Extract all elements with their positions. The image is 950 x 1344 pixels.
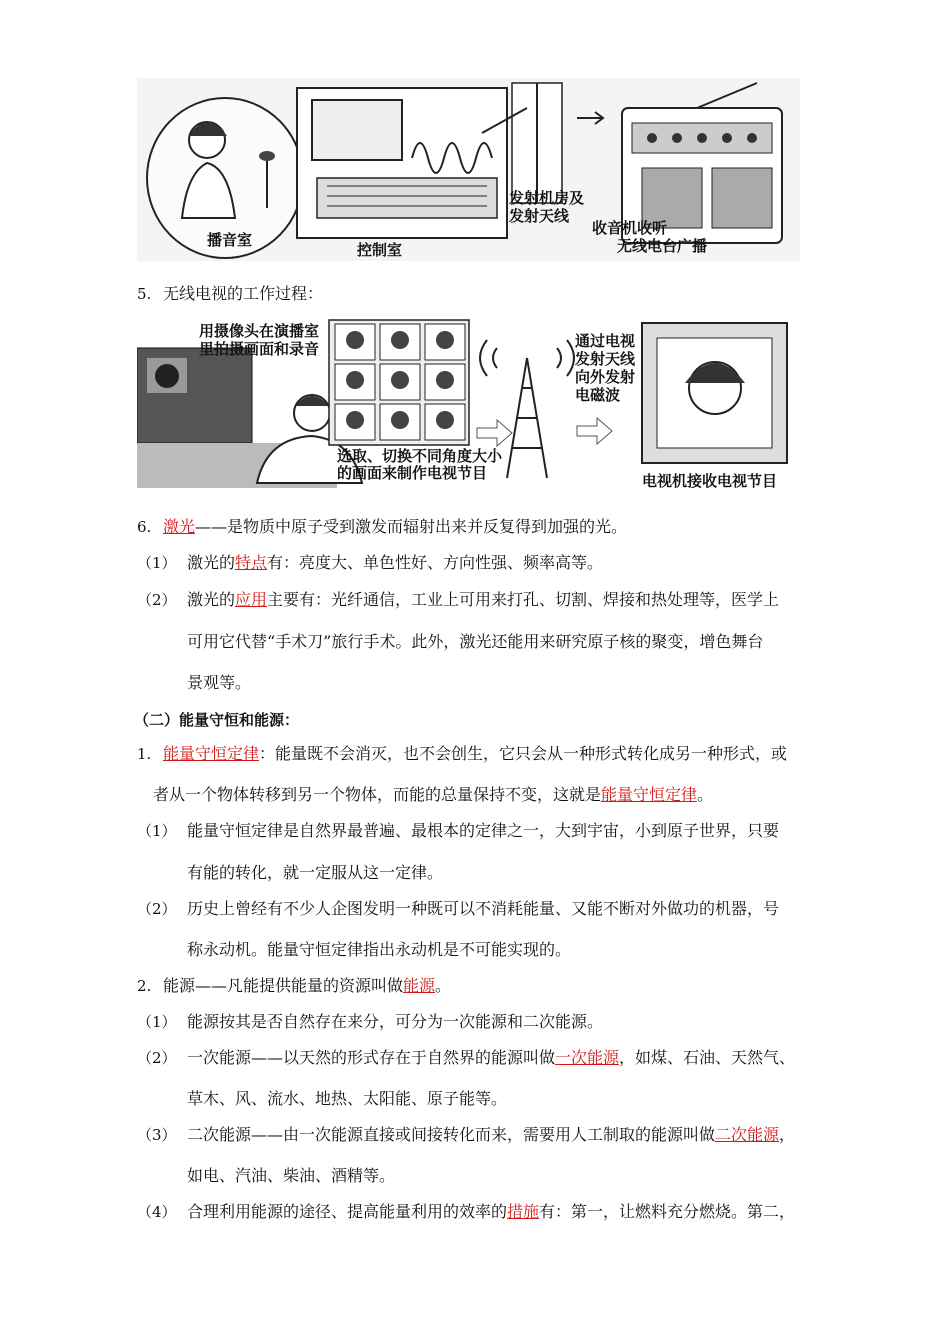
caption-antenna-3: 向外发射 (575, 368, 636, 386)
caption-tv-receive: 电视机接收电视节目 (642, 472, 778, 490)
sec6-p2-line1: 激光的应用主要有：光纤通信，工业上可用来打孔、切割、焊接和热处理等，医学上 (187, 590, 780, 609)
energy2-number: 2. (137, 977, 152, 995)
sec6-definition: 激光——是物质中原子受到激发而辐射出来并反复得到加强的光。 (163, 517, 628, 536)
caption-antenna-4: 电磁波 (575, 386, 621, 404)
caption-control-room: 控制室 (357, 241, 403, 259)
caption-transmitter-1: 发射机房及 (509, 189, 585, 207)
sec6-p1-number: （1） (137, 554, 177, 572)
energy2-p3-line1: 二次能源——由一次能源直接或间接转化而来，需要用人工制取的能源叫做二次能源， (187, 1125, 796, 1144)
energy1-p1-line1: 能量守恒定律是自然界最普遍、最根本的定律之一，大到宇宙，小到原子世界，只要 (187, 821, 780, 840)
caption-camera-2: 里拍摄画面和录音 (199, 340, 320, 358)
energy1-p1-number: （1） (137, 822, 177, 840)
energy1-line2: 者从一个物体转移到另一个物体，而能的总量保持不变，这就是能量守恒定律。 (153, 785, 714, 804)
energy1-p2-line2: 称永动机。能量守恒定律指出永动机是不可能实现的。 (187, 940, 572, 959)
energy2-p2-number: （2） (137, 1049, 177, 1067)
term-primary-energy: 一次能源 (555, 1048, 620, 1067)
energy1-line1: 能量守恒定律：能量既不会消灭，也不会创生，它只会从一种形式转化成另一种形式，或 (163, 744, 788, 763)
energy2-definition: 能源——凡能提供能量的资源叫做能源。 (163, 976, 452, 995)
energy1-number: 1. (137, 745, 152, 763)
energy2-p1-number: （1） (137, 1013, 177, 1031)
term-conservation-law-2: 能量守恒定律 (601, 785, 698, 804)
energy2-p1: 能源按其是否自然存在来分，可分为一次能源和二次能源。 (187, 1012, 604, 1031)
energy2-p4: 合理利用能源的途径、提高能量利用的效率的措施有：第一，让燃料充分燃烧。第二， (187, 1202, 796, 1221)
caption-radio-1: 收音机收听 (592, 219, 668, 237)
caption-radio-2: 无线电台广播 (617, 237, 708, 255)
sec6-p1: 激光的特点有：亮度大、单色性好、方向性强、频率高等。 (187, 553, 604, 572)
term-secondary-energy: 二次能源 (715, 1125, 780, 1144)
energy2-p3-number: （3） (137, 1126, 177, 1144)
term-laser: 激光 (163, 517, 196, 536)
caption-transmitter-2: 发射天线 (509, 207, 570, 225)
term-features: 特点 (235, 553, 268, 572)
energy2-p2-line1: 一次能源——以天然的形式存在于自然界的能源叫做一次能源，如煤、石油、天然气、 (187, 1048, 796, 1067)
term-applications: 应用 (235, 590, 268, 609)
term-energy-source: 能源 (403, 976, 436, 995)
sec6-p2-line2: 可用它代替“手术刀”旅行手术。此外，激光还能用来研究原子核的聚变，增色舞台 (187, 632, 764, 651)
energy2-p2-line2: 草木、风、流水、地热、太阳能、原子能等。 (187, 1089, 508, 1108)
caption-antenna-1: 通过电视 (575, 332, 636, 350)
sec6-number: 6. (137, 518, 152, 536)
term-measures: 措施 (507, 1202, 540, 1221)
energy1-p1-line2: 有能的转化，就一定服从这一定律。 (187, 863, 444, 882)
caption-antenna-2: 发射天线 (575, 350, 636, 368)
radio-broadcast-figure (137, 78, 800, 261)
sec6-p2-number: （2） (137, 591, 177, 609)
caption-edit-2: 的画面来制作电视节目 (337, 464, 488, 482)
caption-edit-1: 选取、切换不同角度大小 (337, 447, 503, 465)
tv-process-figure (137, 318, 807, 496)
caption-camera-1: 用摄像头在演播室 (199, 322, 320, 340)
energy2-p4-number: （4） (137, 1203, 177, 1221)
part2-heading: （二）能量守恒和能源： (134, 711, 300, 729)
sec5-heading: 无线电视的工作过程： (163, 284, 324, 303)
caption-studio: 播音室 (207, 231, 253, 249)
energy2-p3-line2: 如电、汽油、柴油、酒精等。 (187, 1166, 396, 1185)
sec5-number: 5. (137, 285, 152, 303)
energy1-p2-number: （2） (137, 900, 177, 918)
energy1-p2-line1: 历史上曾经有不少人企图发明一种既可以不消耗能量、又能不断对外做功的机器，号 (187, 899, 780, 918)
sec6-p2-line3: 景观等。 (187, 673, 252, 692)
term-conservation-law: 能量守恒定律 (163, 744, 260, 763)
